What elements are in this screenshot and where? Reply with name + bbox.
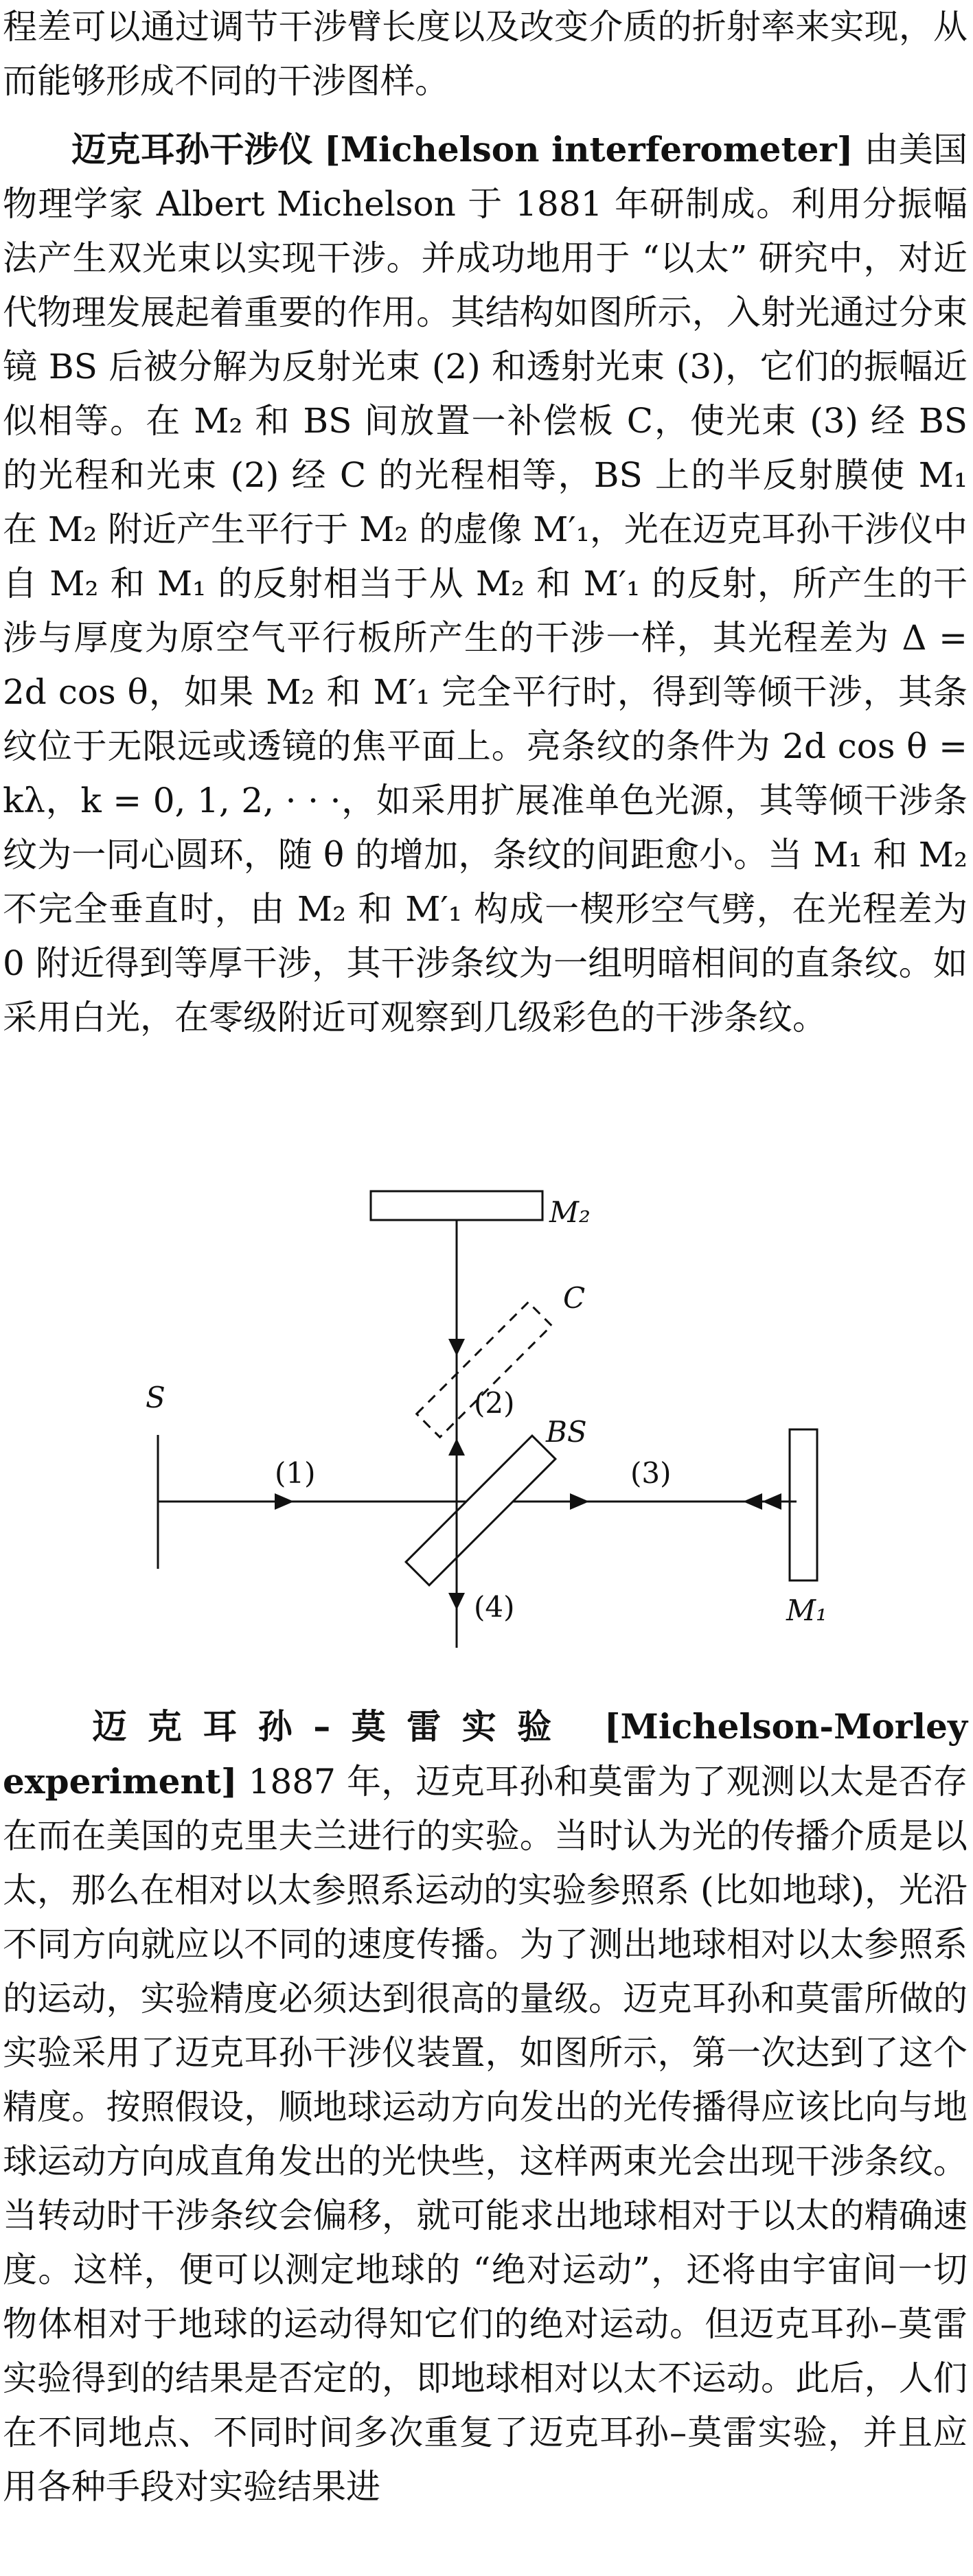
beam-1-label: (1) (275, 1456, 316, 1490)
entry-term-english: [Michelson interferometer] (324, 129, 854, 170)
beam-arrow-left-b (762, 1493, 781, 1510)
mirror-m2 (371, 1191, 542, 1220)
entry-term-english: [Michelson-Morley experiment] (3, 1706, 968, 1802)
source-label: S (146, 1381, 165, 1414)
continued-text: 程差可以通过调节干涉臂长度以及改变介质的折射率来实现，从而能够形成不同的干涉图样。 (3, 7, 968, 101)
beam-arrow-right-1 (275, 1493, 294, 1510)
beam-4-label: (4) (474, 1590, 515, 1624)
beam-splitter-label: BS (546, 1415, 587, 1449)
beam-arrow-up (448, 1438, 465, 1456)
entry-michelson-morley (3, 1699, 968, 2514)
beam-2-label: (2) (474, 1386, 515, 1420)
beam-arrow-down-bottom (448, 1593, 465, 1610)
interferometer-diagram (0, 1167, 973, 1696)
continued-paragraph (3, 0, 968, 108)
beam-arrow-down-top (448, 1339, 465, 1356)
beam-3-label: (3) (630, 1456, 672, 1490)
compensator-label: C (563, 1281, 586, 1315)
entry-body: 由美国物理学家 Albert Michelson 于 1881 年研制成。利用分振幅法产生双光束以实现干涉。并成功地用于 “以太” 研究中，对近代物理发展起着重要的作用。其结构如图所示，入射光通过分束镜 BS 后被分解为反射光束 (2) 和透射光束 (3)，它们的振幅近似相等。在 M₂ 和 BS 间放置一补偿板 C，使光束 (3) 经 BS 的光程和光束 (2) 经 C 的光程相等，BS 上的半反射膜使 M₁ 在 M₂ 附近产生平行于 M₂ 的虚像 M′₁，光在迈克耳孙干涉仪中自 M₂ 和 M₁ 的反射相当于从 M₂ 和 M′₁ 的反射，所产生的干涉与厚度为原空气平行板所产生的干涉一样，其光程差为 Δ = 2d cos θ，如果 M₂ 和 M′₁ 完全平行时，得到等倾干涉，其条纹位于无限远或透镜的焦平面上。亮条纹的条件为 2d cos θ = kλ，k = 0, 1, 2, · · ·，如采用扩展准单色光源，其等倾干涉条纹为一同心圆环，随 θ 的增加，条纹的间距愈小。当 M₁ 和 M₂ 不完全垂直时，由 M₂ 和 M′₁ 构成一楔形空气劈，在光程差为 0 附近得到等厚干涉，其干涉条纹为一组明暗相间的直条纹。如采用白光，在零级附近可观察到几级彩色的干涉条纹。 (3, 130, 968, 1037)
beam-arrow-left-a (743, 1493, 762, 1510)
entry-term: 迈克耳孙–莫雷实验 (71, 1707, 573, 1747)
beam-arrow-right-3 (570, 1493, 589, 1510)
mirror-m1-label: M₁ (786, 1594, 827, 1627)
beam-splitter-bs (406, 1436, 556, 1585)
interferometer-svg (0, 1167, 973, 1696)
mirror-m2-label: M₂ (549, 1195, 591, 1229)
mirror-m1 (790, 1429, 817, 1580)
entry-term: 迈克耳孙干涉仪 (71, 130, 313, 170)
entry-michelson-interferometer (3, 122, 968, 1045)
entry-body: 1887 年，迈克耳孙和莫雷为了观测以太是否存在而在美国的克里夫兰进行的实验。当时认为光的传播介质是以太，那么在相对以太参照系运动的实验参照系 (比如地球)，光沿不同方向就应以不同的速度传播。为了测出地球相对以太参照系的运动，实验精度必须达到很高的量级。迈克耳孙和莫雷所做的实验采用了迈克耳孙干涉仪装置，如图所示，第一次达到了这个精度。按照假设，顺地球运动方向发出的光传播得应该比向与地球运动方向成直角发出的光快些，这样两束光会出现干涉条纹。当转动时干涉条纹会偏移，就可能求出地球相对于以太的精确速度。这样，便可以测定地球的 “绝对运动”，还将由宇宙间一切物体相对于地球的运动得知它们的绝对运动。但迈克耳孙–莫雷实验得到的结果是否定的，即地球相对以太不运动。此后，人们在不同地点、不同时间多次重复了迈克耳孙–莫雷实验，并且应用各种手段对实验结果进 (3, 1762, 968, 2507)
